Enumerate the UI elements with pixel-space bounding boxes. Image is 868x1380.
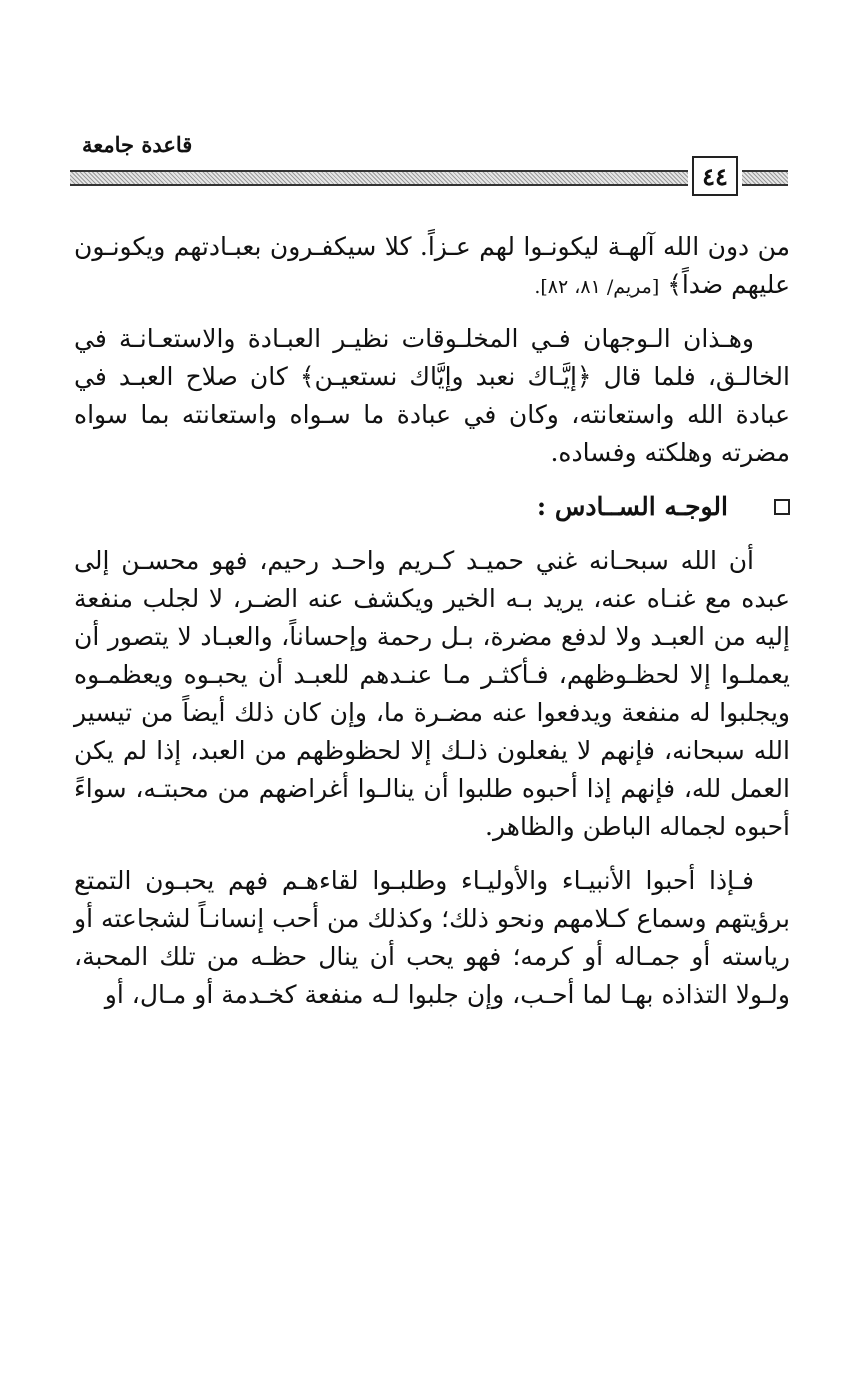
paragraph-4: فـإذا أحبوا الأنبيـاء والأوليـاء وطلبـوا لقاءهـم فهم يحبـون التمتع برؤيتهم وسماع كـلامهم ونحو ذلك؛ وكذلك من أحب إنسانـاً لشجاعته أو رياسته أو جمـاله أو كرمه؛ فهو يحب أن ينال حظـه من تلك المحبة، ولـولا التذاذه بهـا لما أحـب، وإن جلبوا لـه منفعة كخـدمة أو مـال، أو: [74, 866, 790, 1009]
page-number: ٤٤: [692, 156, 738, 196]
running-title: قاعدة جامعة: [82, 132, 193, 157]
paragraph-1: [74, 228, 790, 304]
paragraph-1-text: من دون الله آلهـة ليكونـوا لهم عـزاً. كلا سيكفـرون بعبـادتهم ويكونـون عليهم ضداً﴾: [74, 232, 790, 299]
paragraph-2: وهـذان الـوجهان فـي المخلـوقات نظيـر العبـادة والاستعـانـة في الخالـق، فلما قال ﴿إيَّـاك نعبد وإيَّاك نستعيـن﴾ كان صلاح العبـد في عبادة الله واستعانته، وكان في عبادة ما سـواه واستعانته بما سواه مضرته وهلكته وفساده.: [74, 324, 790, 467]
section-heading-label: الوجـه الســادس :: [536, 492, 728, 521]
header-rule-left: [70, 170, 688, 186]
paragraph-3: أن الله سبحـانه غني حميـد كـريم واحـد رحيم، فهو محسـن إلى عبده مع غنـاه عنه، يريد بـه الخير ويكشف عنه الضـر، لا لجلب منفعة إليه من العبـد ولا لدفع مضرة، بـل رحمة وإحساناً، والعبـاد لا يتصور أن يعملـوا إلا لحظـوظهم، فـأكثـر مـا عنـدهم للعبـد أن يحبـوه ويعظمـوه ويجلبوا له منفعة ويدفعوا عنه مضـرة ما، وإن كان ذلك أيضاً من تيسير الله سبحانه، فإنهم لا يفعلون ذلـك إلا لحظوظهم من العبد، إذا لم يكن العمل لله، فإنهم إذا أحبوه طلبوا أن ينالـوا أغراضهم من محبتـه، سواءً أحبوه لجماله الباطن والظاهر.: [74, 546, 790, 841]
section-heading: [74, 488, 790, 526]
header-rule-right: [742, 170, 788, 186]
body-text: [74, 228, 790, 1030]
square-bullet-icon: [774, 499, 790, 515]
quran-citation: [مريم/ ٨١، ٨٢].: [534, 276, 660, 298]
